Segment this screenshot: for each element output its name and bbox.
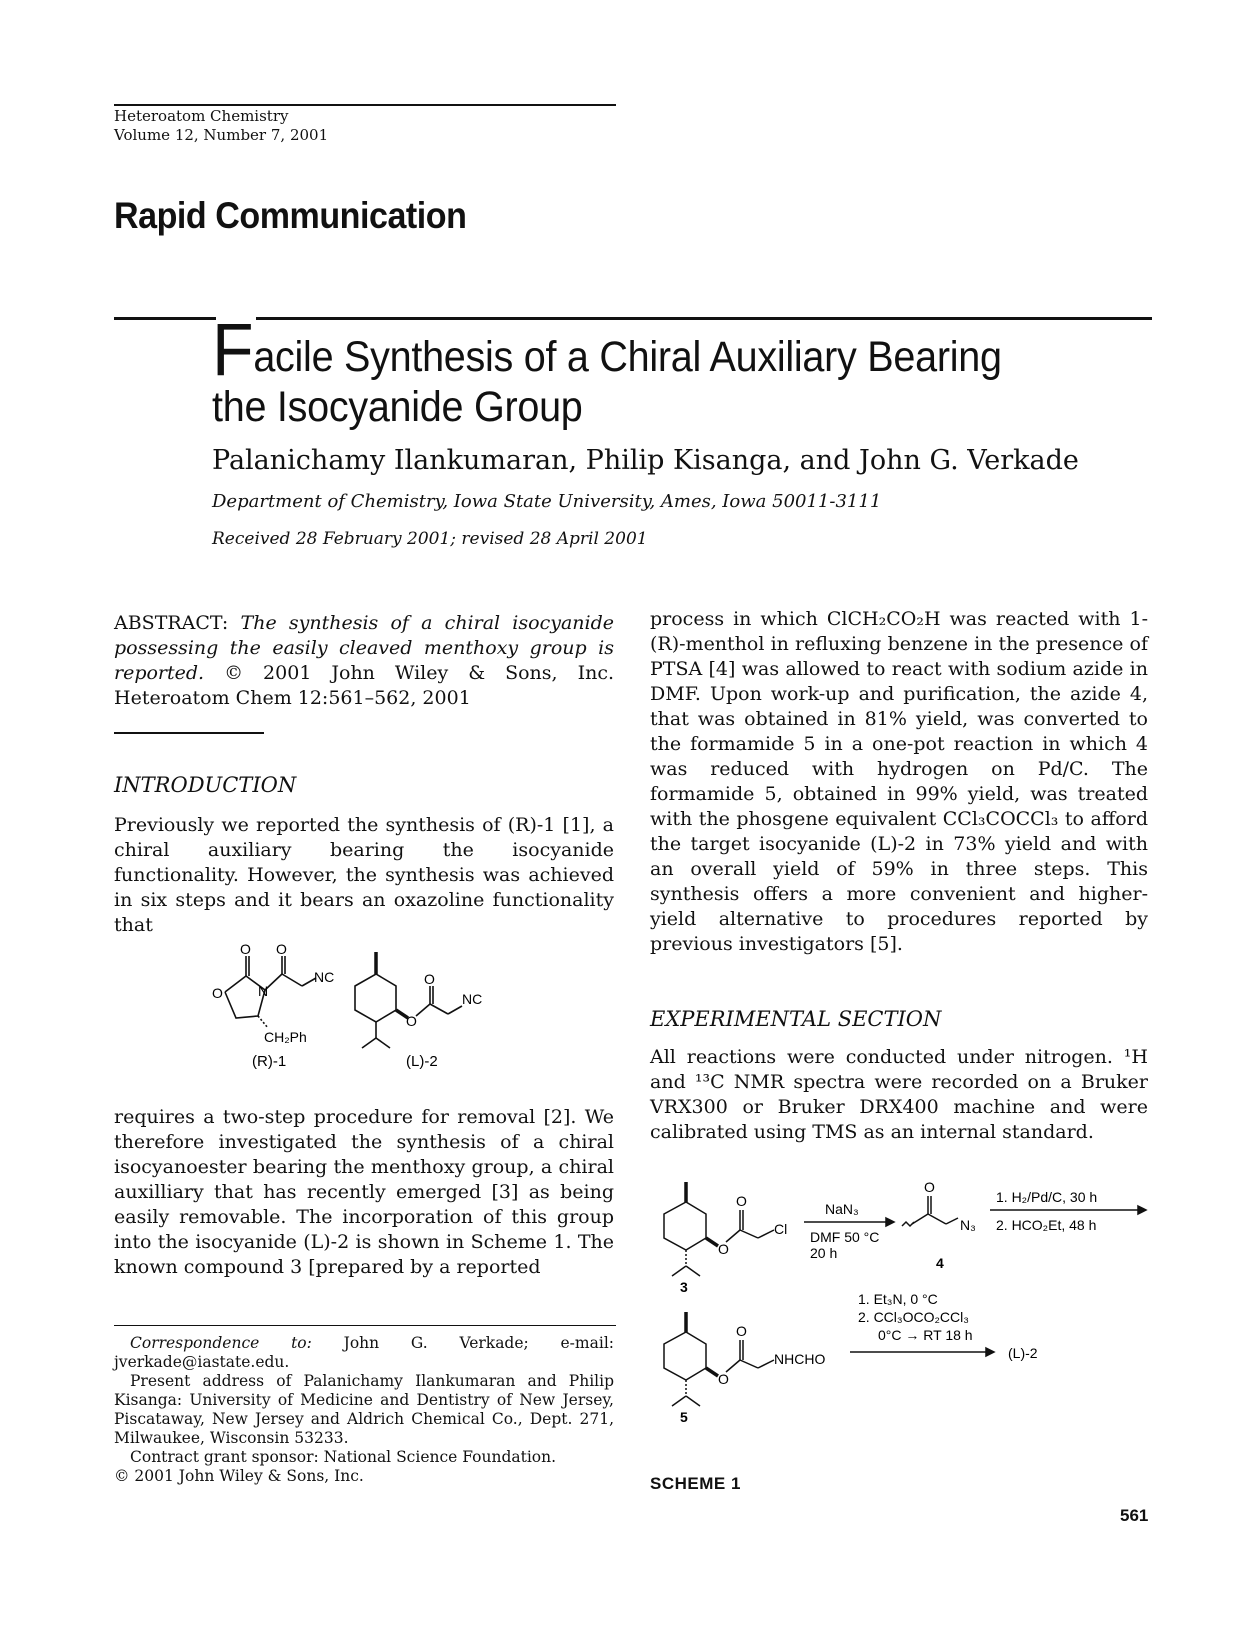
footnote-grant: Contract grant sponsor: National Science Foundation. [130,1448,557,1466]
scheme-o-3b: O [736,1193,747,1209]
scheme-nhcho: NHCHO [774,1351,826,1367]
fig1-o-ring: O [212,985,223,1001]
reagent-temp: 0°C → RT 18 h [878,1327,973,1343]
intro-heading: INTRODUCTION [114,773,297,797]
experimental-paragraph: All reactions were conducted under nitrogen. ¹H and ¹³C NMR spectra were recorded on a Bruker VRX300 or Bruker DRX400 machine and were calibrated using TMS as an internal standard. [650,1046,1148,1143]
intro-paragraph-2: requires a two-step procedure for removal [2]. We therefore investigated the synthesis of a chiral isocyanoester bearing the menthoxy group, a chiral auxilliary that has recently emerged [3] as being easily removable. The incorporation of this group into the isocyanide (L)-2 is shown in Scheme 1. The known compound 3 [prepared by a reported [114,1106,614,1278]
article-title [212,308,1058,432]
abstract-italic: The synthesis of a chiral isocyanide possessing the easily cleaved menthoxy group is reported. [114,612,614,684]
affiliation: Department of Chemistry, Iowa State University, Ames, Iowa 50011-3111 [212,491,882,512]
structure-figure [210,938,540,1070]
reagent-dmf: DMF 50 °C [810,1229,880,1245]
footnote-copyright: © 2001 John Wiley & Sons, Inc. [114,1467,364,1485]
label-compound-4: 4 [936,1255,944,1271]
reagent-hco2et: 2. HCO₂Et, 48 h [996,1217,1097,1233]
fig1-nc-r1: NC [314,969,335,985]
reagent-h2: 1. H₂/Pd/C, 30 h [996,1189,1098,1205]
scheme-o-5: O [718,1371,729,1387]
scheme-n3: N₃ [960,1217,976,1233]
page-number: 561 [1120,1506,1149,1525]
label-r1: (R)-1 [252,1053,287,1070]
footnote-present-address: Present address of Palanichamy Ilankumaran and Philip Kisanga: University of Medicine and Dentistry of New Jersey, Piscataway, New Jersey and Aldrich Chemical Co., Dept. 271, Milwaukee, Wisconsin 53233. [114,1372,614,1447]
fig1-o-carbonyl3: O [424,971,435,987]
scheme-o-4: O [924,1182,935,1195]
reagent-et3n: 1. Et₃N, 0 °C [858,1291,938,1307]
fig1-ch2ph: CH₂Ph [264,1029,307,1045]
label-l2: (L)-2 [406,1053,438,1070]
abstract-rule [114,732,264,734]
fig1-nc-l2: NC [462,991,483,1007]
scheme-1 [650,1182,1150,1467]
reagent-time: 20 h [810,1245,838,1261]
footnote-corr-label: Correspondence to: [130,1334,312,1352]
section-label: Rapid Communication [114,195,467,236]
abstract-citation: © 2001 John Wiley & Sons, Inc. Heteroatom Chem 12:561–562, 2001 [114,662,614,709]
fig1-o-carbonyl2: O [276,941,287,957]
abstract-label: ABSTRACT: [114,612,229,634]
header-rule [114,104,616,106]
reagent-nan3: NaN₃ [825,1201,859,1217]
journal-info [114,107,328,145]
fig1-n-ring: N [258,983,269,999]
right-paragraph-1: process in which ClCH₂CO₂H was reacted with 1-(R)-menthol in refluxing benzene in the presence of PTSA [4] was allowed to react with sodium azide in DMF. Upon work-up and purification, the azide 4, that was obtained in 81% yield, was converted to the formamide 5 in a one-pot reaction in which 4 was reduced with hydrogen on Pd/C. The formamide 5, obtained in 99% yield, was treated with the phosgene equivalent CCl₃COCCl₃ to afford the target isocyanide (L)-2 in 73% yield and with an overall yield of 59% in three steps. This synthesis offers a more convenient and higher-yield alternative to procedures reported by previous investigators [5]. [650,608,1148,955]
abstract [114,611,614,711]
footnotes [114,1334,614,1486]
fig1-o-carbonyl1: O [240,941,251,957]
title-line1: acile Synthesis of a Chiral Auxiliary Bearing [253,333,1002,381]
journal-volume: Volume 12, Number 7, 2001 [114,126,329,144]
title-rule-right [256,317,1152,320]
footnote-corr-text: John G. Verkade; e-mail: jverkade@iastate.edu. [114,1334,614,1371]
scheme-cl: Cl [774,1221,788,1237]
author-list: Palanichamy Ilankumaran, Philip Kisanga, and John G. Verkade [212,445,1079,476]
fig1-o-ester: O [406,1013,417,1029]
scheme-o-3: O [718,1241,729,1257]
label-compound-3: 3 [680,1279,688,1295]
reagent-triphosgene: 2. CCl₃OCO₂CCl₃ [858,1309,969,1325]
scheme-product: (L)-2 [1008,1345,1038,1361]
footnote-rule [114,1325,616,1326]
received-dates: Received 28 February 2001; revised 28 April 2001 [212,529,648,549]
title-line2: the Isocyanide Group [212,383,583,431]
experimental-heading: EXPERIMENTAL SECTION [650,1007,942,1031]
title-rule-left [114,317,216,320]
intro-paragraph-1: Previously we reported the synthesis of (R)-1 [1], a chiral auxiliary bearing the isocyanide functionality. However, the synthesis was achieved in six steps and it bears an oxazoline functionality that [114,814,614,936]
menthyl-ring [355,974,396,1022]
scheme-caption: SCHEME 1 [650,1474,741,1493]
journal-name: Heteroatom Chemistry [114,107,289,125]
title-initial: F [212,308,254,391]
scheme-o-5b: O [736,1323,747,1339]
label-compound-5: 5 [680,1409,688,1425]
footnote-correspondence [114,1334,614,1372]
